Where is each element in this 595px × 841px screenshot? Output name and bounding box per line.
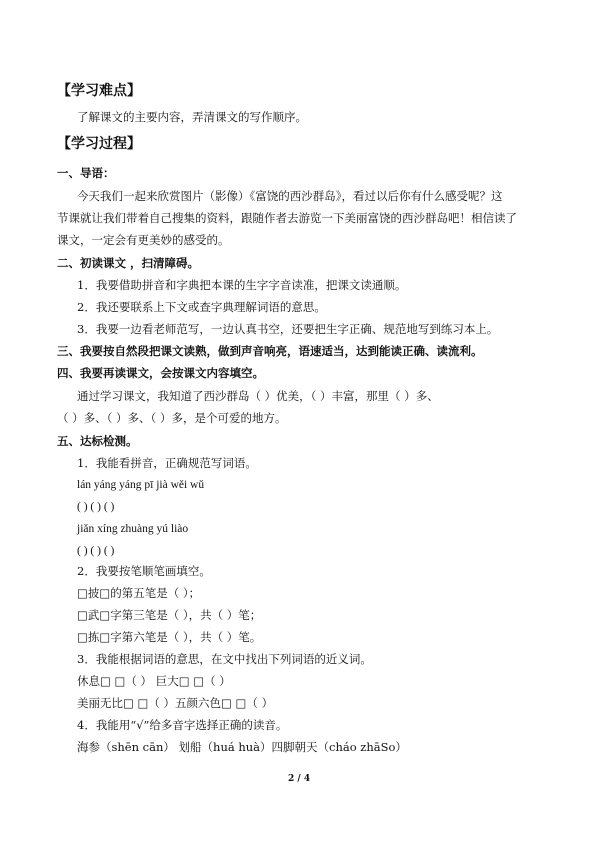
page-number: 2 / 4 [288,774,311,784]
difficulty-heading: 【学习难点】 [57,83,141,99]
section-2-item-1: 1．我要借助拼音和字典把本课的生字字音读准，把课文读通顺。 [77,278,407,292]
section-1-paragraph-line-3: 课文，一定会有更美妙的感受的。 [57,233,230,247]
question-1-pinyin-row-2: jiǎn xíng zhuàng yú liào [77,523,189,535]
question-2-item-b: □武□字第三笔是（ ），共（ ）笔； [77,608,262,622]
section-4-fill-line-1: 通过学习课文，我知道了西沙群岛（ ）优美，（ ）丰富，那里（ ）多、 [77,389,439,403]
question-3: 3．我能根据词语的意思，在文中找出下列词语的近义词。 [77,652,372,666]
section-5-title: 五、达标检测。 [57,434,138,448]
section-3-title: 三、我要按自然段把课文读熟，做到声音响亮，语速适当，达到能读正确、读流利。 [57,344,483,358]
question-1-blanks-row-2: ( ) ( ) ( ) [77,545,115,557]
question-1-blanks-row-1: ( ) ( ) ( ) [77,501,115,513]
difficulty-text: 了解课文的主要内容，弄清课文的写作顺序。 [77,110,307,124]
section-4-title: 四、我要再读课文，会按课文内容填空。 [57,366,264,380]
question-4: 4．我能用“√”给多音字选择正确的读音。 [77,718,288,732]
question-1-pinyin-row-1: lán yáng yáng pī jià wěi wǔ [77,479,205,491]
process-heading: 【学习过程】 [57,136,141,152]
section-2-title: 二、初读课文 ，扫清障碍。 [57,256,200,270]
section-2-item-3: 3．我要一边看老师范写，一边认真书空，还要把生字正确、规范地写到练习本上。 [77,322,499,336]
question-2-item-a: □披□的第五笔是（ ）； [77,586,201,600]
question-2-item-c: □拣□字第六笔是（ ），共（ ）笔。 [77,630,262,644]
section-1-title: 一、导语： [57,166,115,180]
section-2-item-2: 2．我还要联系上下文或查字典理解词语的意思。 [77,300,326,314]
question-3-row-2: 美丽无比□ □（ ）五颜六色□ □（ ） [77,696,274,710]
section-1-paragraph-line-1: 今天我们一起来欣赏图片（影像）《富饶的西沙群岛》，看过以后你有什么感受呢？这 [77,189,503,203]
question-3-row-1: 休息□ □（ ） 巨大□ □（ ） [77,674,231,688]
section-4-fill-line-2: （ ）多、（ ）多、（ ）多，是个可爱的地方。 [57,411,287,425]
question-4-row: 海参（shēn cān） 划船（huá huà）四脚朝天（cháo zhāSo） [77,740,407,754]
question-2: 2．我要按笔顺笔画填空。 [77,564,211,578]
question-1: 1．我能看拼音，正确规范写词语。 [77,456,257,470]
section-1-paragraph-line-2: 节课就让我们带着自己搜集的资料，跟随作者去游览一下美丽富饶的西沙群岛吧！相信读了 [57,211,517,225]
